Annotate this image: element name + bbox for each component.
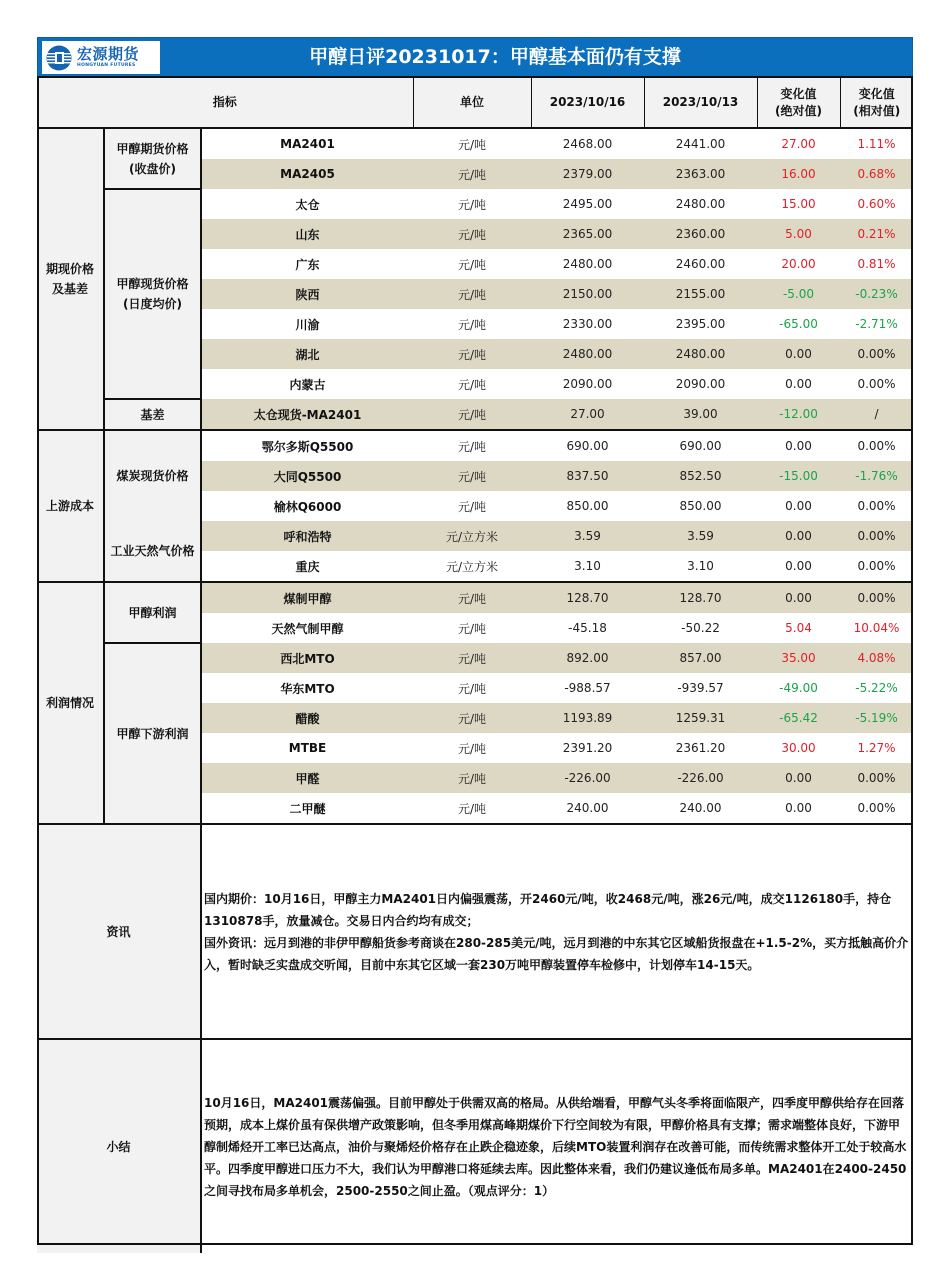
row-name: 太仓 (201, 189, 413, 219)
row-abs-change: 0.00 (757, 763, 840, 793)
row-abs-change: -12.00 (757, 399, 840, 430)
row-unit: 元/吨 (413, 159, 531, 189)
row-value-1016: -45.18 (531, 613, 644, 643)
row-rel-change: 0.68% (840, 159, 913, 189)
row-abs-change: 30.00 (757, 733, 840, 763)
news-international: 国外资讯：远月到港的非伊甲醇船货参考商谈在280-285美元/吨，远月到港的中东其它区域船货报盘在+1.5-2%，买方抵触高价介入，暂时缺乏实盘成交听闻，目前中东其它区域一套230万吨甲醇装置停车检修中，计划停车14-15天。 (204, 935, 909, 972)
row-unit: 元/吨 (413, 643, 531, 673)
row-name: 广东 (201, 249, 413, 279)
row-value-1016: 850.00 (531, 491, 644, 521)
row-rel-change: -5.22% (840, 673, 913, 703)
row-value-1016: 3.59 (531, 521, 644, 551)
row-abs-change: 27.00 (757, 128, 840, 159)
row-name: 西北MTO (201, 643, 413, 673)
row-value-1013: 2460.00 (644, 249, 757, 279)
row-name: 大同Q5500 (201, 461, 413, 491)
row-unit: 元/吨 (413, 369, 531, 399)
row-rel-change: 0.00% (840, 491, 913, 521)
row-unit: 元/立方米 (413, 521, 531, 551)
row-unit: 元/吨 (413, 339, 531, 369)
subcategory-coal-price: 煤炭现货价格 (104, 430, 201, 521)
row-value-1013: 1259.31 (644, 703, 757, 733)
row-rel-change: 4.08% (840, 643, 913, 673)
row-rel-change: 0.00% (840, 551, 913, 582)
row-value-1016: 2495.00 (531, 189, 644, 219)
row-name: 华东MTO (201, 673, 413, 703)
row-unit: 元/吨 (413, 309, 531, 339)
summary-row (37, 1039, 913, 1253)
header-abs-change: 变化值 (绝对值) (757, 78, 840, 128)
row-name: 太仓现货-MA2401 (201, 399, 413, 430)
title-banner (37, 37, 913, 78)
row-rel-change: 0.00% (840, 582, 913, 613)
row-value-1016: 2365.00 (531, 219, 644, 249)
row-abs-change: -65.42 (757, 703, 840, 733)
subcategory-spot-price: 甲醇现货价格 (日度均价) (104, 189, 201, 399)
row-abs-change: 0.00 (757, 582, 840, 613)
row-value-1013: -226.00 (644, 763, 757, 793)
row-rel-change: 0.00% (840, 430, 913, 461)
news-row (37, 824, 913, 1039)
row-value-1016: -226.00 (531, 763, 644, 793)
row-value-1016: 837.50 (531, 461, 644, 491)
row-rel-change: 0.21% (840, 219, 913, 249)
row-name: 榆林Q6000 (201, 491, 413, 521)
row-unit: 元/吨 (413, 491, 531, 521)
row-rel-change: 1.11% (840, 128, 913, 159)
row-value-1016: 690.00 (531, 430, 644, 461)
row-unit: 元/吨 (413, 703, 531, 733)
table-row (37, 521, 913, 551)
news-content (201, 824, 913, 1039)
row-unit: 元/吨 (413, 189, 531, 219)
row-abs-change: 15.00 (757, 189, 840, 219)
table-row (37, 430, 913, 461)
row-value-1016: 2468.00 (531, 128, 644, 159)
row-name: MA2405 (201, 159, 413, 189)
row-value-1016: 1193.89 (531, 703, 644, 733)
row-name: 甲醛 (201, 763, 413, 793)
table-row (37, 582, 913, 613)
category-upstream-cost: 上游成本 (37, 430, 104, 582)
row-value-1016: 2391.20 (531, 733, 644, 763)
row-unit: 元/吨 (413, 461, 531, 491)
row-rel-change: 0.00% (840, 763, 913, 793)
row-value-1013: 2480.00 (644, 339, 757, 369)
row-name: MTBE (201, 733, 413, 763)
row-rel-change: 0.00% (840, 369, 913, 399)
row-abs-change: 0.00 (757, 491, 840, 521)
row-unit: 元/吨 (413, 430, 531, 461)
row-abs-change: 16.00 (757, 159, 840, 189)
row-name: 煤制甲醇 (201, 582, 413, 613)
row-abs-change: 5.00 (757, 219, 840, 249)
row-value-1013: 2360.00 (644, 219, 757, 249)
header-date2: 2023/10/13 (644, 78, 757, 128)
row-unit: 元/吨 (413, 673, 531, 703)
row-name: 天然气制甲醇 (201, 613, 413, 643)
report-sheet (37, 37, 913, 1253)
row-name: MA2401 (201, 128, 413, 159)
row-value-1013: 852.50 (644, 461, 757, 491)
row-value-1013: 3.59 (644, 521, 757, 551)
table-row (37, 399, 913, 430)
row-value-1016: 2480.00 (531, 339, 644, 369)
subcategory-methanol-profit: 甲醇利润 (104, 582, 201, 643)
row-name: 陕西 (201, 279, 413, 309)
table-row (37, 643, 913, 673)
news-label: 资讯 (37, 824, 201, 1039)
row-name: 湖北 (201, 339, 413, 369)
row-name: 呼和浩特 (201, 521, 413, 551)
summary-label: 小结 (37, 1039, 201, 1253)
news-domestic: 国内期价：10月16日，甲醇主力MA2401日内偏强震荡，开2460元/吨，收2468元/吨，涨26元/吨，成交1126180手，持仓1310878手，放量减仓。交易日内合约均有成交； (204, 891, 892, 928)
data-table (37, 78, 913, 1253)
row-rel-change: 0.81% (840, 249, 913, 279)
row-rel-change: 0.00% (840, 521, 913, 551)
row-abs-change: 5.04 (757, 613, 840, 643)
row-value-1016: 27.00 (531, 399, 644, 430)
row-name: 鄂尔多斯Q5500 (201, 430, 413, 461)
row-rel-change: 0.00% (840, 793, 913, 824)
row-abs-change: 0.00 (757, 551, 840, 582)
header-indicator: 指标 (37, 78, 413, 128)
header-unit: 单位 (413, 78, 531, 128)
row-unit: 元/立方米 (413, 551, 531, 582)
row-name: 二甲醚 (201, 793, 413, 824)
row-unit: 元/吨 (413, 219, 531, 249)
row-value-1013: 2441.00 (644, 128, 757, 159)
row-rel-change: 10.04% (840, 613, 913, 643)
row-rel-change: 0.60% (840, 189, 913, 219)
row-rel-change: -5.19% (840, 703, 913, 733)
row-name: 醋酸 (201, 703, 413, 733)
row-unit: 元/吨 (413, 613, 531, 643)
row-value-1013: 857.00 (644, 643, 757, 673)
subcategory-downstream-profit: 甲醇下游利润 (104, 643, 201, 824)
row-value-1013: 240.00 (644, 793, 757, 824)
category-price-basis: 期现价格 及基差 (37, 128, 104, 430)
row-value-1013: -50.22 (644, 613, 757, 643)
row-name: 山东 (201, 219, 413, 249)
logo-en-text: HONGYUAN FUTURES (77, 62, 136, 68)
report-title: 甲醇日评20231017：甲醇基本面仍有支撑 (309, 46, 681, 68)
row-value-1013: 2480.00 (644, 189, 757, 219)
column-header-row (37, 78, 913, 128)
row-name: 川渝 (201, 309, 413, 339)
subcategory-basis: 基差 (104, 399, 201, 430)
header-date1: 2023/10/16 (531, 78, 644, 128)
logo-cn-text: 宏源期货 (77, 44, 140, 63)
table-row (37, 128, 913, 159)
row-value-1013: 850.00 (644, 491, 757, 521)
row-value-1016: 240.00 (531, 793, 644, 824)
row-value-1016: 3.10 (531, 551, 644, 582)
row-value-1013: 2395.00 (644, 309, 757, 339)
row-unit: 元/吨 (413, 582, 531, 613)
row-value-1013: 39.00 (644, 399, 757, 430)
subcategory-futures-price: 甲醇期货价格 (收盘价) (104, 128, 201, 189)
row-abs-change: 20.00 (757, 249, 840, 279)
row-unit: 元/吨 (413, 763, 531, 793)
row-unit: 元/吨 (413, 733, 531, 763)
row-value-1016: 128.70 (531, 582, 644, 613)
row-value-1013: 3.10 (644, 551, 757, 582)
row-value-1016: 892.00 (531, 643, 644, 673)
row-value-1016: 2330.00 (531, 309, 644, 339)
row-abs-change: 0.00 (757, 369, 840, 399)
row-value-1016: 2379.00 (531, 159, 644, 189)
category-profit: 利润情况 (37, 582, 104, 824)
row-unit: 元/吨 (413, 399, 531, 430)
row-abs-change: 0.00 (757, 430, 840, 461)
row-value-1013: 2361.20 (644, 733, 757, 763)
subcategory-gas-price: 工业天然气价格 (104, 521, 201, 582)
row-abs-change: -15.00 (757, 461, 840, 491)
row-abs-change: 35.00 (757, 643, 840, 673)
row-rel-change: -1.76% (840, 461, 913, 491)
row-value-1013: 2155.00 (644, 279, 757, 309)
summary-content: 10月16日，MA2401震荡偏强。目前甲醇处于供需双高的格局。从供给端看，甲醇气头冬季将面临限产，四季度甲醇供给存在回落预期，成本上煤价虽有保供增产政策影响，但冬季用煤高峰期煤价下行空间较为有限，甲醇价格具有支撑；需求端整体良好，下游甲醇制烯烃开工率已达高点，油价与聚烯烃价格存在止跌企稳迹象，后续MTO装置利润存在改善可能，而传统需求整体开工处于较高水平。四季度甲醇进口压力不大，我们认为甲醇港口将延续去库。因此整体来看，我们仍建议逢低布局多单。MA2401在2400-2450之间寻找布局多单机会，2500-2550之间止盈。（观点评分：1） (201, 1039, 913, 1253)
row-rel-change: -0.23% (840, 279, 913, 309)
row-rel-change: -2.71% (840, 309, 913, 339)
row-abs-change: -5.00 (757, 279, 840, 309)
row-value-1013: 2090.00 (644, 369, 757, 399)
row-abs-change: 0.00 (757, 339, 840, 369)
row-value-1013: 128.70 (644, 582, 757, 613)
row-value-1013: 690.00 (644, 430, 757, 461)
row-name: 重庆 (201, 551, 413, 582)
row-abs-change: 0.00 (757, 521, 840, 551)
row-value-1016: 2150.00 (531, 279, 644, 309)
row-unit: 元/吨 (413, 249, 531, 279)
row-rel-change: / (840, 399, 913, 430)
row-abs-change: -49.00 (757, 673, 840, 703)
row-value-1013: 2363.00 (644, 159, 757, 189)
row-abs-change: -65.00 (757, 309, 840, 339)
row-value-1016: -988.57 (531, 673, 644, 703)
row-value-1013: -939.57 (644, 673, 757, 703)
row-value-1016: 2090.00 (531, 369, 644, 399)
row-abs-change: 0.00 (757, 793, 840, 824)
row-unit: 元/吨 (413, 128, 531, 159)
row-unit: 元/吨 (413, 793, 531, 824)
row-name: 内蒙古 (201, 369, 413, 399)
header-rel-change: 变化值 (相对值) (840, 78, 913, 128)
row-value-1016: 2480.00 (531, 249, 644, 279)
row-rel-change: 0.00% (840, 339, 913, 369)
row-rel-change: 1.27% (840, 733, 913, 763)
table-row (37, 189, 913, 219)
row-unit: 元/吨 (413, 279, 531, 309)
